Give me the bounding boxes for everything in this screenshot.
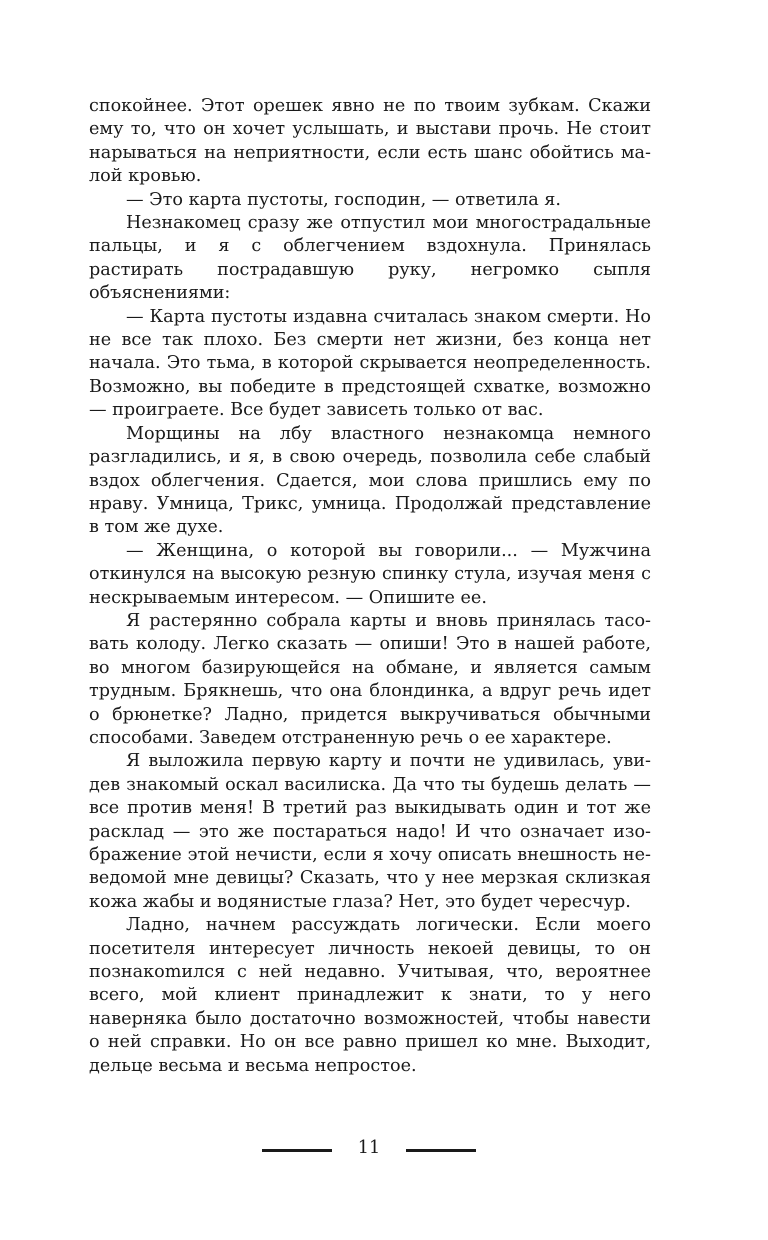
page-footer (0, 1135, 768, 1165)
paragraph-7: Я растерянно собрала карты и вновь принялась тасовать колоду. Легко сказать — опиши! Это в нашей работе, во многом базирующейся на обмане, и является самым трудным. Брякнешь, что она блондинка, а вдруг речь идет о брюнетке? Ладно, придется выкручиваться обычными способами. Заведем отстраненную речь о ее характере. (89, 610, 651, 748)
paragraph-2: — Это карта пустоты, господин, — ответила я. (126, 189, 561, 210)
paragraph-3: Незнакомец сразу же отпустил мои многострадальные пальцы, и я с облегчением вздохнула. Принялась растирать пострадавшую руку, негромко сыпля объяснениями: (89, 213, 651, 304)
page-number: 11 (357, 1138, 381, 1158)
footer-rule-right (406, 1149, 476, 1152)
paragraph-9: Ладно, начнем рассуждать логически. Если моего посетителя интересует личность некоей девицы, то он познакоmился с ней недавно. Учитывая, что, вероятнее всего, мой клиент принадлежит к знати, то у него наверняка было достаточно возможностей, чтобы навести о ней справки. Но он все равно пришел ко мне. Выходит, дельце весьма и весьма непростое. (89, 915, 651, 1076)
body-text (89, 95, 651, 1078)
footer-rule-left (262, 1149, 332, 1152)
paragraph-1: спокойнее. Этот орешек явно не по твоим зубкам. Скажи ему то, что он хочет услышать, и выстави прочь. Не стоит нарываться на неприятности, если есть шанс обойтись малой кровью. (89, 96, 651, 187)
paragraph-4: — Карта пустоты издавна считалась знаком смерти. Но не все так плохо. Без смерти нет жизни, без конца нет начала. Это тьма, в которой скрывается неопределенность. Возможно, вы победите в предстоящей схватке, возможно — проиграете. Все будет зависеть только от вас. (89, 306, 651, 421)
page-content (89, 95, 651, 1078)
paragraph-5: Морщины на лбу властного незнакомца немного разгладились, и я, в свою очередь, позволила себе слабый вздох облегчения. Сдается, мои слова пришлись ему по нраву. Умница, Трикс, умница. Продолжай представление в том же духе. (89, 423, 651, 538)
paragraph-6: — Женщина, о которой вы говорили... — Мужчина откинулся на высокую резную спинку стула, изучая меня с нескрываемым интересом. — Опишите ее. (89, 540, 651, 608)
paragraph-8: Я выложила первую карту и почти не удивилась, увидев знакомый оскал василиска. Да что ты будешь делать — все против меня! В третий раз выкидывать один и тот же расклад — это же постараться надо! И что означает изображение этой нечисти, если я хочу описать внешность неведомой мне девицы? Сказать, что у нее мерзкая склизкая кожа жабы и водянистые глаза? Нет, это будет чересчур. (89, 751, 651, 912)
